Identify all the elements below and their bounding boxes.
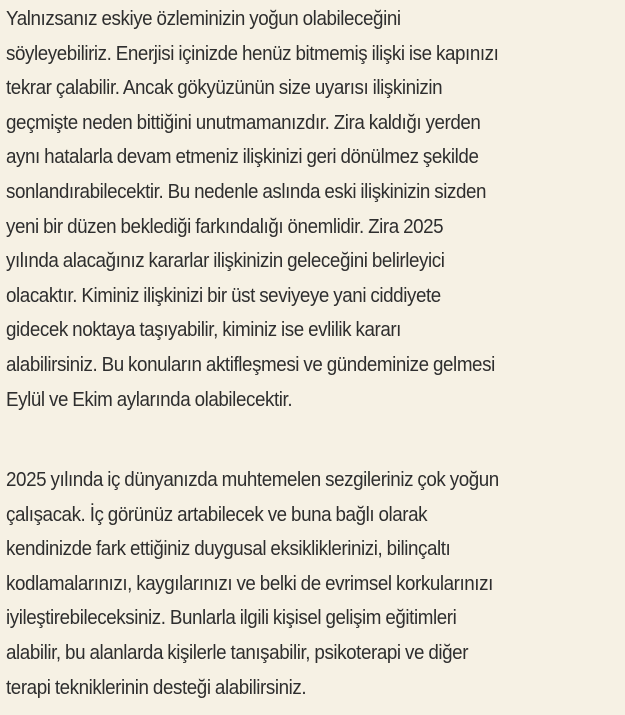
text-line: 2025 yılında iç dünyanızda muhtemelen sezgileriniz çok yoğun [6, 469, 499, 491]
text-line: alabilirsiniz. Bu konuların aktifleşmesi ve gündeminize gelmesi [6, 353, 495, 376]
text-line: terapi tekniklerinin desteği alabilirsiniz. [6, 676, 307, 699]
text-line: söyleyebiliriz. Enerjisi içinizde henüz bitmemiş ilişki ise kapınızı [6, 42, 499, 65]
text-line: Yalnızsanız eskiye özleminizin yoğun olabileceğini [6, 8, 401, 30]
text-line: aynı hatalarla devam etmeniz ilişkinizi geri dönülmez şekilde [6, 146, 479, 169]
text-line: yılında alacağınız kararlar ilişkinizin geleceğini belirleyici [6, 250, 445, 273]
text-line: tekrar çalabilir. Ancak gökyüzünün size uyarısı ilişkinizin [6, 77, 443, 100]
text-line: sonlandırabilecektir. Bu nedenle aslında eski ilişkinizin sizden [6, 180, 487, 203]
text-line: gidecek noktaya taşıyabilir, kiminiz ise evlilik kararı [6, 319, 401, 342]
paragraph-relationships [6, 2, 617, 417]
text-line: Eylül ve Ekim aylarında olabilecektir. [6, 388, 293, 411]
text-line: olacaktır. Kiminiz ilişkinizi bir üst seviyeye yani ciddiyete [6, 284, 441, 307]
text-line: kodlamalarınızı, kaygılarınızı ve belki de evrimsel korkularınızı [6, 572, 493, 595]
text-line: iyileştirebileceksiniz. Bunlarla ilgili kişisel gelişim eğitimleri [6, 607, 457, 630]
text-line: çalışacak. İç görünüz artabilecek ve buna bağlı olarak [6, 503, 428, 526]
text-line: alabilir, bu alanlarda kişilerle tanışabilir, psikoterapi ve diğer [6, 641, 469, 664]
text-line: geçmişte neden bittiğini unutmamanızdır. Zira kaldığı yerden [6, 111, 481, 134]
text-line: kendinizde fark ettiğiniz duygusal eksikliklerinizi, bilinçaltı [6, 538, 451, 561]
paragraph-inner-world [6, 463, 617, 705]
text-line: yeni bir düzen beklediği farkındalığı önemlidir. Zira 2025 [6, 215, 444, 238]
